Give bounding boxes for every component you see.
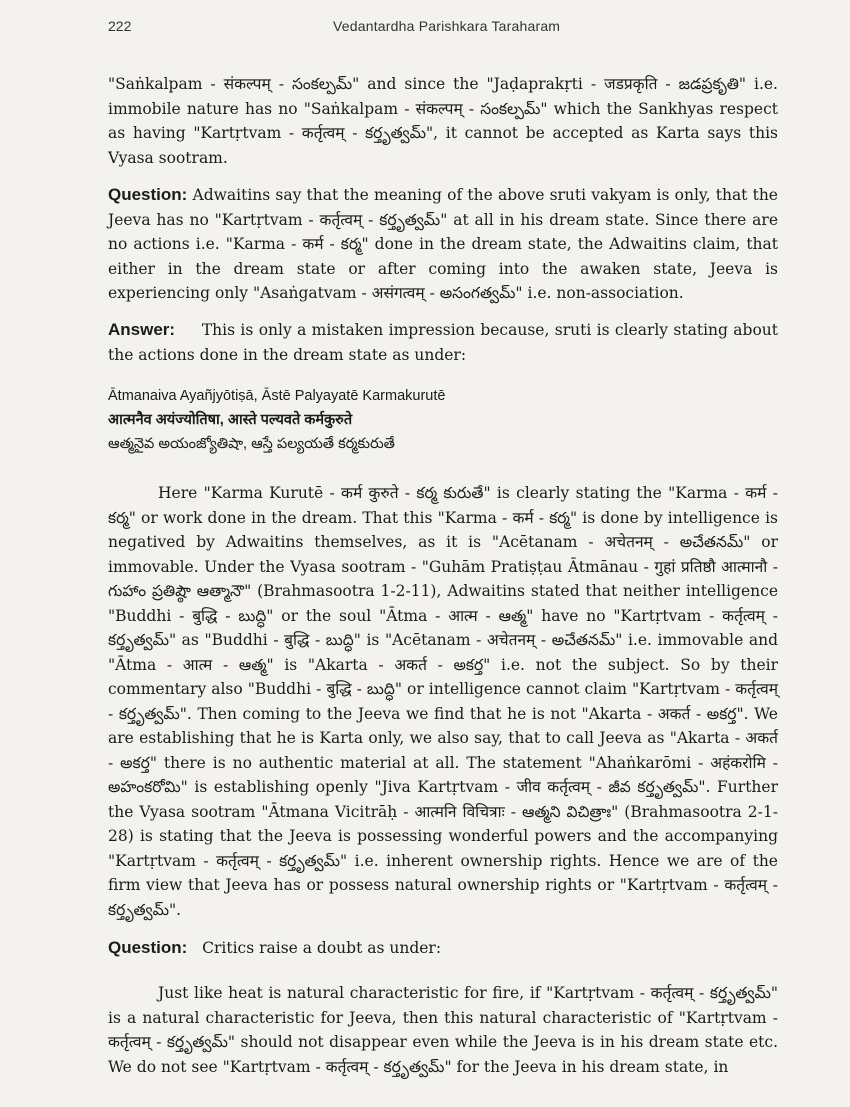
question-label: Question:: [108, 185, 188, 204]
question-block-1: [108, 183, 778, 306]
paragraph-closing: [108, 981, 778, 1079]
page-header: [108, 18, 778, 40]
verse-block: [108, 384, 778, 456]
paragraph-main: [108, 481, 778, 922]
answer-block: [108, 318, 778, 367]
question-text: Adwaitins say that the meaning of the above sruti vakyam is only, that the Jeeva has no "Kartṛtvam - कर्तृत्वम् - కర్తృత్వమ్" at all in his dream state. Since there are no actions i.e. "Karma - कर्म - కర్మ" done in the dream state, the Adwaitins claim, that either in the dream state or after coming into the awaken state, Jeeva is experiencing only "Asaṅgatvam - असंगत्वम् - అసంగత్వమ్" i.e. non-association.: [108, 186, 778, 302]
running-title: Vedantardha Parishkara Taraharam: [333, 18, 561, 34]
paragraph-intro: [108, 72, 778, 170]
question-text-2: Critics raise a doubt as under:: [202, 939, 442, 957]
question-label-2: Question:: [108, 938, 188, 957]
paragraph-main-text: Here "Karma Kurutē - कर्म कुरुते - కర్మ కురుతే" is clearly stating the "Karma - कर्म - కర్మ" or work done in the dream. That this "Karma - कर्म - కర్మ" is done by intelligence is negatived by Adwaitins themselves, as it is "Acētanam - अचेतनम् - అచేతనమ్" or immovable. Under the Vyasa sootram - "Guhām Pratiṣṭau Ātmānau - गुहां प्रतिष्ठौ आत्मानौ - గుహాం ప్రతిష్ఠౌ ఆత్మానౌ" (Brahmasootra 1-2-11), Adwaitins stated that neither intelligence "Buddhi - बुद्धि - బుద్ధి" or the soul "Ātma - आत्म - ఆత్మ" have no "Kartṛtvam - कर्तृत्वम् - కర్తృత్వమ్" as "Buddhi - बुद्धि - బుద్ధి" is "Acētanam - अचेतनम् - అచేతనమ్" i.e. immovable and "Ātma - आत्म - ఆత్మ" is "Akarta - अकर्त - అకర్త" i.e. not the subject. So by their commentary also "Buddhi - बुद्धि - బుద్ధి" or intelligence cannot claim "Kartṛtvam - कर्तृत्वम् - కర్తృత్వమ్". Then coming to the Jeeva we find that he is not "Akarta - अकर्त - అకర్త". We are establishing that he is Karta only, we also say, that to call Jeeva as "Akarta - अकर्त - అకర్త" there is no authentic material at all. The statement "Ahaṅkarōmi - अहंकरोमि - అహంకరోమి" is establishing openly "Jiva Kartṛtvam - जीव कर्तृत्वम् - జీవ కర్తృత్వమ్". Further the Vyasa sootram "Ātmana Vicitrāḥ - आत्मनि विचित्राः - ఆత్మని విచిత్రాః" (Brahmasootra 2-1-28) is stating that the Jeeva is possessing wonderful powers and the accompanying "Kartṛtvam - कर्तृत्वम् - కర్తృత్వమ్" i.e. inherent ownership rights. Hence we are of the firm view that Jeeva has or possess natural ownership rights or "Kartṛtvam - कर्तृत्वम् - కర్తృత్వమ్".: [108, 484, 778, 919]
answer-label: Answer:: [108, 320, 176, 339]
paragraph-intro-text: "Saṅkalpam - संकल्पम् - సంకల్పమ్" and since the "Jaḍaprakṛti - जडप्रकृति - జడప్రకృతి" i.e. immobile nature has no "Saṅkalpam - संकल्पम् - సంకల్పమ్" which the Sankhyas respect as having "Kartṛtvam - कर्तृत्वम् - కర్తృత్వమ్", it cannot be accepted as Karta says this Vyasa sootram.: [108, 75, 778, 167]
verse-devanagari: आत्मनैव अयंज्योतिषा, आस्ते पल्यवते कर्मकुरुते: [108, 412, 353, 428]
question-block-2: [108, 936, 778, 961]
verse-telugu: ఆత్మనైవ అయంజ్యోతిషా, ఆస్తే పల్యయతే కర్మకురుతే: [108, 436, 395, 452]
paragraph-closing-text: Just like heat is natural characteristic for fire, if "Kartṛtvam - कर्तृत्वम् - కర్తృత్వమ్" is a natural characteristic for Jeeva, then this natural characteristic of "Kartṛtvam - कर्तृत्वम् - కర్తృత్వమ్" should not disappear even while the Jeeva is in his dream state etc. We do not see "Kartṛtvam - कर्तृत्वम् - కర్తృత్వమ్" for the Jeeva in his dream state, in: [108, 984, 778, 1076]
answer-text: This is only a mistaken impression because, sruti is clearly stating about the actions done in the dream state as under:: [108, 321, 778, 364]
verse-roman: Ātmanaiva Ayañjyōtiṣā, Āstē Palyayatē Karmakurutē: [108, 388, 446, 404]
page-number: 222: [108, 18, 132, 34]
